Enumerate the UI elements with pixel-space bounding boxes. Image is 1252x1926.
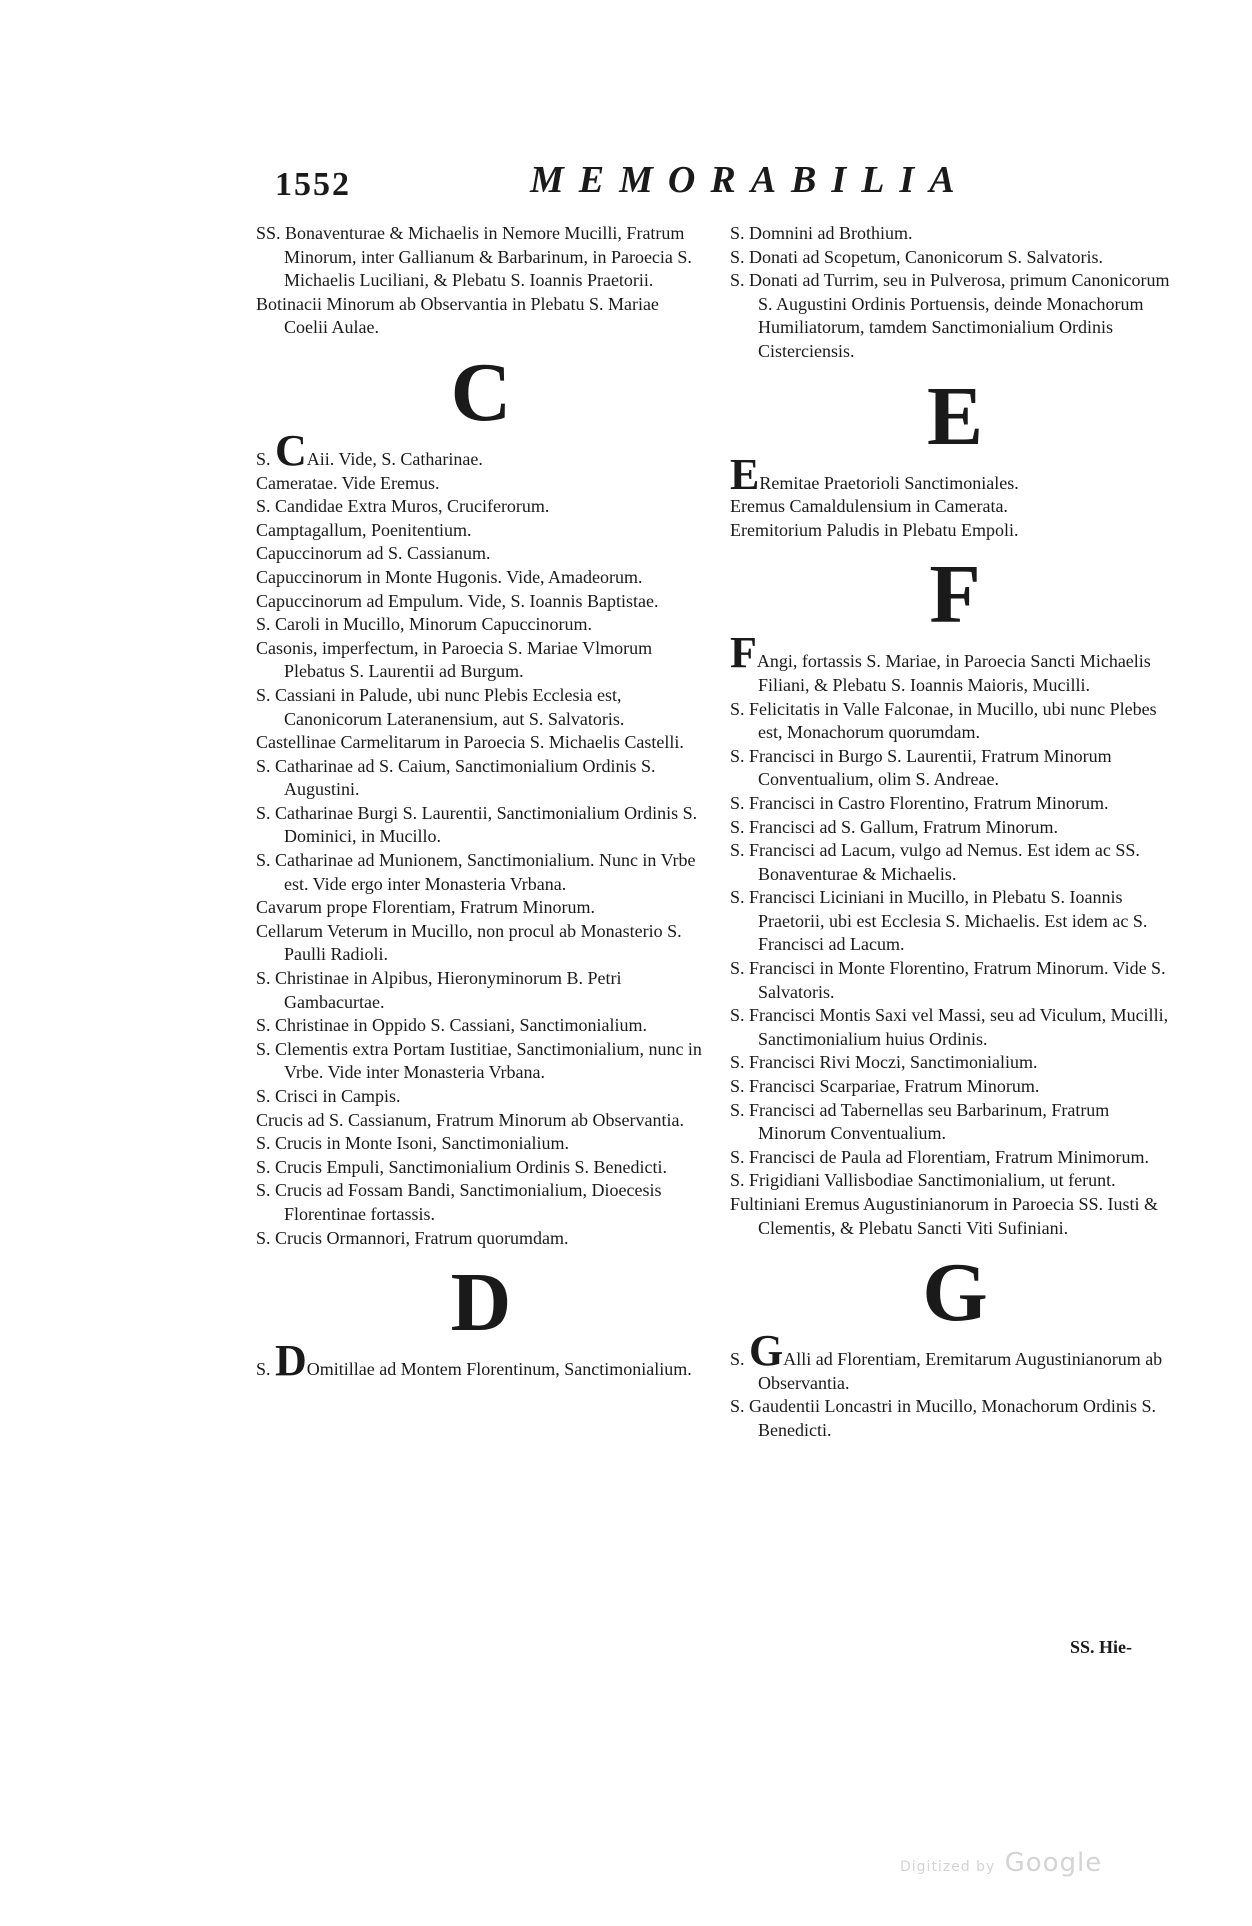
list-item xyxy=(730,449,1180,499)
list-item: Cameratae. Vide Eremus. xyxy=(256,472,440,493)
list-item: S. Crucis ad Fossam Bandi, Sanctimonialium, Dioecesis Florentinae fortassis. xyxy=(256,1180,662,1224)
list-item: Castellinae Carmelitarum in Paroecia S. Michaelis Castelli. xyxy=(256,732,684,753)
entry-prefix: S. xyxy=(256,448,271,469)
section-letter-d: D xyxy=(450,1256,512,1350)
list-item: Eremitorium Paludis in Plebatu Empoli. xyxy=(730,519,1019,540)
list-item: S. Catharinae Burgi S. Laurentii, Sanctimonialium Ordinis S. Dominici, in Mucillo. xyxy=(256,802,698,847)
list-item: Capuccinorum in Monte Hugonis. Vide, Amadeorum. xyxy=(256,566,643,587)
list-item: S. Caroli in Mucillo, Minorum Capuccinorum. xyxy=(256,614,592,635)
list-item: S. Francisci Montis Saxi vel Massi, seu ad Viculum, Mucilli, Sanctimonialium huius Ordinis. xyxy=(730,1005,1169,1049)
list-item: Botinacii Minorum ab Observantia in Plebatu S. Mariae Coelii Aulae. xyxy=(256,293,659,338)
entry-prefix: S. xyxy=(256,1359,271,1380)
list-item xyxy=(256,425,706,475)
list-item: Fultiniani Eremus Augustinianorum in Paroecia SS. Iusti & Clementis, & Plebatu Sancti Viti Sufiniani. xyxy=(730,1194,1158,1238)
list-item: S. Francisci Rivi Moczi, Sanctimonialium. xyxy=(730,1052,1038,1073)
list-item: S. Francisci ad Tabernellas seu Barbarinum, Fratrum Minorum Conventualium. xyxy=(730,1099,1110,1144)
list-item: S. Felicitatis in Valle Falconae, in Mucillo, ubi nunc Plebes est, Monachorum quorumdam. xyxy=(730,698,1157,743)
list-item: S. Donati ad Turrim, seu in Pulverosa, primum Canonicorum S. Augustini Ordinis Portuensis, deinde Monachorum Humiliatorum, tamdem Sanctimonialium Ordinis Cisterciensis. xyxy=(730,270,1170,361)
list-item: S. Francisci ad Lacum, vulgo ad Nemus. Est idem ac SS. Bonaventurae & Michaelis. xyxy=(730,840,1140,884)
list-item: Cavarum prope Florentiam, Fratrum Minorum. xyxy=(256,897,595,918)
list-item: S. Francisci in Monte Florentino, Fratrum Minorum. Vide S. Salvatoris. xyxy=(730,958,1166,1002)
list-item: Camptagallum, Poenitentium. xyxy=(256,519,472,540)
list-item: S. Francisci Liciniani in Mucillo, in Plebatu S. Ioannis Praetorii, ubi est Ecclesia S. Michaelis. Est idem ac S. Francisci ad Lacum. xyxy=(730,887,1148,955)
entry-prefix: S. xyxy=(730,1349,745,1370)
list-item: Capuccinorum ad S. Cassianum. xyxy=(256,543,491,564)
list-item: S. Francisci Scarpariae, Fratrum Minorum. xyxy=(730,1076,1040,1097)
section-letter-f: F xyxy=(929,548,981,642)
list-item: S. Domnini ad Brothium. xyxy=(730,223,913,243)
list-item: S. Crucis in Monte Isoni, Sanctimonialium. xyxy=(256,1133,569,1154)
list-item: S. Catharinae ad Munionem, Sanctimonialium. Nunc in Vrbe est. Vide ergo inter Monasteria Vrbana. xyxy=(256,850,696,894)
watermark-caption: Digitized by xyxy=(900,1859,996,1875)
list-item: S. Crucis Ormannori, Fratrum quorumdam. xyxy=(256,1227,569,1248)
list-item: S. Christinae in Oppido S. Cassiani, Sanctimonialium. xyxy=(256,1015,647,1036)
list-item: S. Francisci ad S. Gallum, Fratrum Minorum. xyxy=(730,816,1058,837)
drop-cap: F xyxy=(730,628,757,678)
entry-text: Aii. Vide, S. Catharinae. xyxy=(306,448,483,469)
list-item xyxy=(256,1336,706,1386)
drop-cap: C xyxy=(275,425,307,475)
list-item: S. Francisci de Paula ad Florentiam, Fratrum Minimorum. xyxy=(730,1146,1149,1167)
catchword: SS. Hie- xyxy=(1070,1637,1133,1657)
list-item: S. Christinae in Alpibus, Hieronyminorum B. Petri Gambacurtae. xyxy=(256,968,622,1012)
section-letter-g: G xyxy=(922,1246,988,1340)
entry-text: Alli ad Florentiam, Eremitarum Augustinianorum ab Observantia. xyxy=(758,1349,1163,1393)
drop-cap: E xyxy=(730,449,760,499)
drop-cap: D xyxy=(275,1336,307,1386)
list-item: Crucis ad S. Cassianum, Fratrum Minorum ab Observantia. xyxy=(256,1109,684,1130)
entry-text: Remitae Praetorioli Sanctimoniales. xyxy=(759,472,1019,493)
entry-text: Omitillae ad Montem Florentinum, Sanctimonialium. xyxy=(306,1359,692,1380)
list-item: Cellarum Veterum in Mucillo, non procul ab Monasterio S. Paulli Radioli. xyxy=(256,920,682,965)
page-header xyxy=(275,158,970,214)
list-item: Capuccinorum ad Empulum. Vide, S. Ioannis Baptistae. xyxy=(256,590,659,611)
list-item: S. Clementis extra Portam Iustitiae, Sanctimonialium, nunc in Vrbe. Vide inter Monasteria Vrbana. xyxy=(256,1038,702,1083)
list-item: S. Gaudentii Loncastri in Mucillo, Monachorum Ordinis S. Benedicti. xyxy=(730,1396,1156,1440)
section-letter-e: E xyxy=(926,369,984,463)
list-item: S. Crucis Empuli, Sanctimonialium Ordinis S. Benedicti. xyxy=(256,1156,667,1177)
right-column xyxy=(730,222,1180,1443)
list-item: S. Francisci in Burgo S. Laurentii, Fratrum Minorum Conventualium, olim S. Andreae. xyxy=(730,745,1112,790)
list-item: Casonis, imperfectum, in Paroecia S. Mariae Vlmorum Plebatus S. Laurentii ad Burgum. xyxy=(256,637,653,682)
list-item: SS. Bonaventurae & Michaelis in Nemore Mucilli, Fratrum Minorum, inter Gallianum & Barbarinum, in Paroecia S. Michaelis Luciliani, & Plebatu S. Ioannis Praetorii. xyxy=(256,223,692,291)
list-item: S. Candidae Extra Muros, Cruciferorum. xyxy=(256,496,550,517)
drop-cap: G xyxy=(749,1326,784,1376)
list-item xyxy=(730,628,1180,697)
list-item: S. Frigidiani Vallisbodiae Sanctimonialium, ut ferunt. xyxy=(730,1170,1116,1191)
list-item: S. Donati ad Scopetum, Canonicorum S. Salvatoris. xyxy=(730,246,1103,267)
entry-text: Angi, fortassis S. Mariae, in Paroecia Sancti Michaelis Filiani, & Plebatu S. Ioannis Maioris, Mucilli. xyxy=(756,651,1151,695)
page-number: 1552 xyxy=(275,166,351,203)
list-item xyxy=(730,1326,1180,1395)
section-letter-c: C xyxy=(450,345,512,439)
running-title: MEMORABILIA xyxy=(530,159,970,201)
list-item: S. Francisci in Castro Florentino, Fratrum Minorum. xyxy=(730,792,1109,813)
left-column xyxy=(256,222,706,1386)
watermark-logo: Google xyxy=(1004,1848,1103,1878)
list-item: S. Cassiani in Palude, ubi nunc Plebis Ecclesia est, Canonicorum Lateranensium, aut S. Salvatoris. xyxy=(256,684,625,729)
list-item: Eremus Camaldulensium in Camerata. xyxy=(730,496,1008,517)
list-item: S. Crisci in Campis. xyxy=(256,1086,401,1106)
list-item: S. Catharinae ad S. Caium, Sanctimonialium Ordinis S. Augustini. xyxy=(256,755,656,800)
digitized-watermark xyxy=(900,1848,1102,1878)
